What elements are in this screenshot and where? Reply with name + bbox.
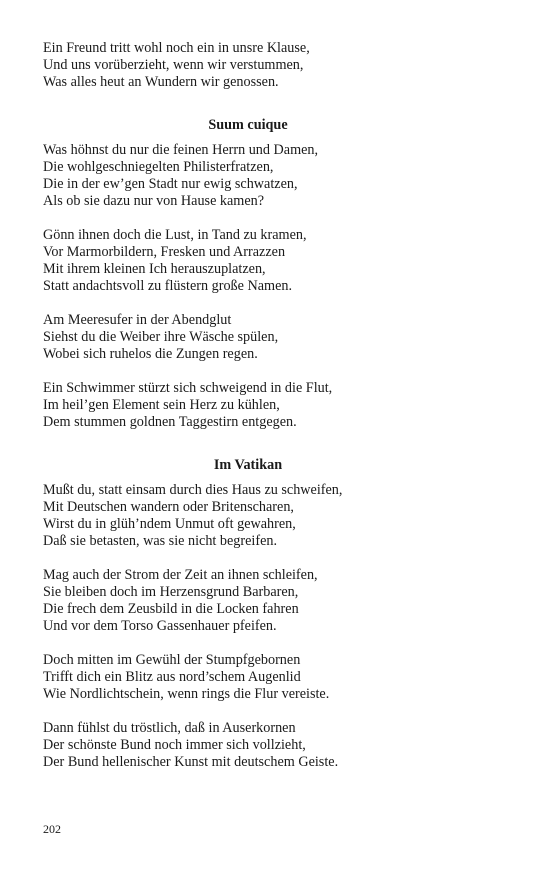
verse-line: Im heil’gen Element sein Herz zu kühlen, xyxy=(43,397,280,413)
verse-line: Wie Nordlichtschein, wenn rings die Flur vereiste. xyxy=(43,686,330,702)
verse-line: Mit Deutschen wandern oder Britenscharen, xyxy=(43,499,294,515)
verse-line: Am Meeresufer in der Abendglut xyxy=(43,312,232,328)
page-content xyxy=(43,40,513,788)
verse-line: Was alles heut an Wundern wir genossen. xyxy=(43,74,279,90)
verse-line: Der schönste Bund noch immer sich vollzieht, xyxy=(43,737,306,753)
verse-line: Trifft dich ein Blitz aus nord’schem Augenlid xyxy=(43,669,301,685)
verse-line: Ein Schwimmer stürzt sich schweigend in die Flut, xyxy=(43,380,333,396)
verse-line: Siehst du die Weiber ihre Wäsche spülen, xyxy=(43,329,279,345)
verse-line: Daß sie betasten, was sie nicht begreifen. xyxy=(43,533,278,549)
verse-line: Was höhnst du nur die feinen Herrn und Damen, xyxy=(43,142,319,158)
stanza xyxy=(43,567,513,635)
stanza xyxy=(43,227,513,295)
verse-line: Und vor dem Torso Gassenhauer pfeifen. xyxy=(43,618,277,634)
verse-line: Mußt du, statt einsam durch dies Haus zu schweifen, xyxy=(43,482,343,498)
verse-line: Wirst du in glüh’ndem Unmut oft gewahren, xyxy=(43,516,296,532)
verse-line: Wobei sich ruhelos die Zungen regen. xyxy=(43,346,258,362)
verse-line: Mag auch der Strom der Zeit an ihnen schleifen, xyxy=(43,567,318,583)
stanza xyxy=(43,380,513,431)
poem-title: Im Vatikan xyxy=(213,457,283,473)
verse-line: Die frech dem Zeusbild in die Locken fahren xyxy=(43,601,299,617)
verse-line: Dann fühlst du tröstlich, daß in Auserkornen xyxy=(43,720,296,736)
stanza xyxy=(43,142,513,210)
page-number: 202 xyxy=(43,822,61,836)
verse-line: Gönn ihnen doch die Lust, in Tand zu kramen, xyxy=(43,227,307,243)
stanza xyxy=(43,720,513,771)
verse-line: Die in der ew’gen Stadt nur ewig schwatzen, xyxy=(43,176,298,192)
verse-line: Der Bund hellenischer Kunst mit deutschem Geiste. xyxy=(43,754,339,770)
poem-title: Suum cuique xyxy=(208,117,288,133)
verse-line: Die wohlgeschniegelten Philisterfratzen, xyxy=(43,159,274,175)
verse-line: Vor Marmorbildern, Fresken und Arrazzen xyxy=(43,244,286,260)
verse-line: Mit ihrem kleinen Ich herauszuplatzen, xyxy=(43,261,266,277)
opening-stanza xyxy=(43,40,513,91)
verse-line: Doch mitten im Gewühl der Stumpfgebornen xyxy=(43,652,301,668)
verse-line: Ein Freund tritt wohl noch ein in unsre Klause, xyxy=(43,40,310,56)
stanza xyxy=(43,312,513,363)
verse-line: Statt andachtsvoll zu flüstern große Namen. xyxy=(43,278,293,294)
stanza xyxy=(43,652,513,703)
verse-line: Und uns vorüberzieht, wenn wir verstummen, xyxy=(43,57,304,73)
verse-line: Dem stummen goldnen Taggestirn entgegen. xyxy=(43,414,297,430)
verse-line: Als ob sie dazu nur von Hause kamen? xyxy=(43,193,265,209)
verse-line: Sie bleiben doch im Herzensgrund Barbaren, xyxy=(43,584,299,600)
stanza xyxy=(43,482,513,550)
